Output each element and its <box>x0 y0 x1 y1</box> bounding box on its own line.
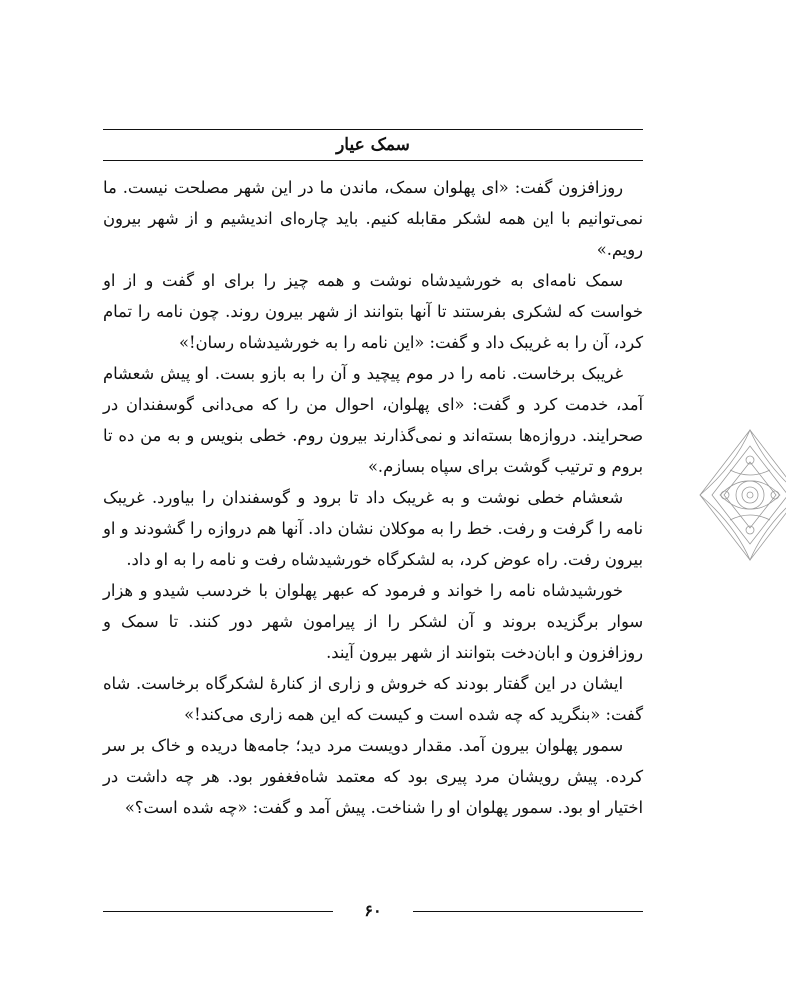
paragraph-6: ایشان در این گفتار بودند که خروش و زاری از کنارهٔ لشکرگاه برخاست. شاه گفت: «بنگرید که چه شده است و کیست که این همه زاری می‌کند!» <box>103 674 643 724</box>
header-rule-bottom <box>103 160 643 161</box>
paragraph-7: سمور پهلوان بیرون آمد. مقدار دویست مرد دید؛ جامه‌ها دریده و خاک بر سر کرده. پیش رویشان مرد پیری بود که معتمد شاه‌فغفور بود. هر چه داشت در اختیار او بود. سمور پهلوان او را شناخت. پیش آمد و گفت: «چه شده است؟» <box>103 736 643 817</box>
decorative-ornament-icon <box>690 420 786 570</box>
running-header-title: سمک عیار <box>336 135 410 155</box>
paragraph-2: سمک نامه‌ای به خورشیدشاه نوشت و همه چیز را برای او گفت و از او خواست که لشکری بفرستند تا آنها بتوانند از شهر بیرون روند. چون نامه را تمام کرد، آن را به غریبک داد و گفت: «این نامه را به خورشیدشاه رسان!» <box>103 271 643 352</box>
page-number: ۶۰ <box>364 901 382 920</box>
header-rule-top <box>103 129 643 130</box>
body-text <box>103 172 643 823</box>
paragraph-4: شعشام خطی نوشت و به غریبک داد تا برود و گوسفندان را بیاورد. غریبک نامه را گرفت و رفت. خط را به موکلان نشان داد. آنها هم دروازه را گشودند و او بیرون رفت. راه عوض کرد، به لشکرگاه خورشیدشاه رفت و نامه را به او داد. <box>103 488 643 569</box>
page-footer <box>103 899 643 923</box>
paragraph-1: روزافزون گفت: «ای پهلوان سمک، ماندن ما در این شهر مصلحت نیست. ما نمی‌توانیم با این همه لشکر مقابله کنیم. باید چاره‌ای اندیشیم و از شهر بیرون رویم.» <box>103 178 643 259</box>
footer-rule-right <box>413 911 643 912</box>
paragraph-5: خورشیدشاه نامه را خواند و فرمود که عبهر پهلوان با خردسب شیدو و هزار سوار برگزیده بروند و آن لشکر را از پیرامون شهر دور کنند. تا سمک و روزافزون و ابان‌دخت بتوانند از شهر بیرون آیند. <box>103 581 643 662</box>
paragraph-3: غریبک برخاست. نامه را در موم پیچید و آن را به بازو بست. او پیش شعشام آمد، خدمت کرد و گفت: «ای پهلوان، احوال من را که می‌دانی گوسفندان در صحرایند. دروازه‌ها بسته‌اند و نمی‌گذارند بیرون روم. خطی بنویس و به من ده تا بروم و ترتیب گوشت برای سپاه بسازم.» <box>103 364 643 476</box>
